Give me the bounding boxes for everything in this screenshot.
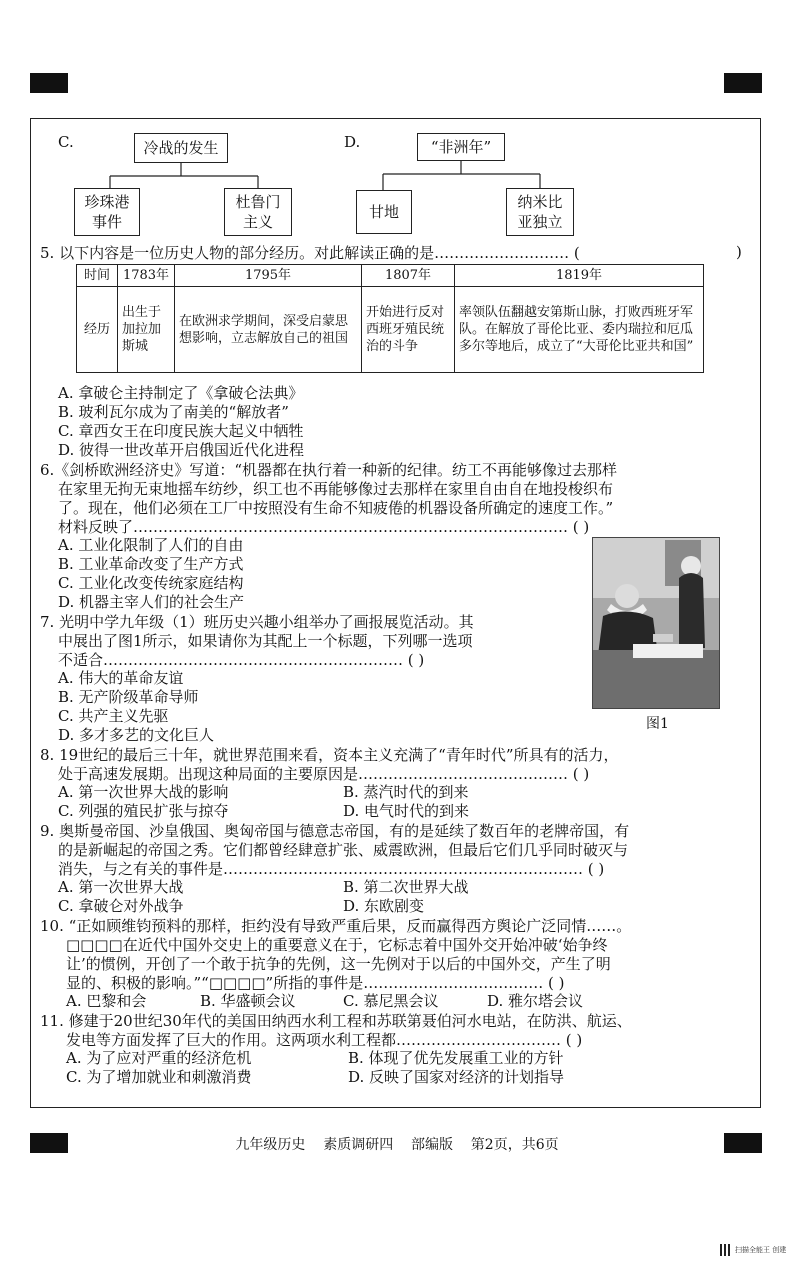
option-d-left-box: 甘地 [356, 190, 412, 234]
table-cell: 在欧洲求学期间，深受启蒙思想影响，立志解放自己的祖国 [175, 287, 362, 373]
q11-option-c: C. 为了增加就业和刺激消费 [66, 1068, 252, 1086]
q6-line-3: 了。现在，他们必须在工厂中按照没有生命不知疲倦的机器设备所确定的速度工作。” [58, 499, 614, 517]
q7-option-a: A. 伟大的革命友谊 [58, 669, 184, 687]
q6-line-2: 在家里无拘无束地摇车纺纱，织工也不再能够像过去那样在家里自由自在地投梭织布 [58, 480, 614, 498]
table-header-cell: 1807年 [362, 265, 455, 287]
q9-option-c: C. 拿破仑对外战争 [58, 897, 184, 915]
q6-option-a: A. 工业化限制了人们的自由 [58, 536, 244, 554]
q7-line-2: 中展出了图1所示，如果请你为其配上一个标题，下列哪一选项 [58, 632, 473, 650]
q7-line-1: 7. 光明中学九年级（1）班历史兴趣小组举办了画报展览活动。其 [40, 613, 474, 631]
q10-option-b: B. 华盛顿会议 [200, 992, 296, 1010]
q10-line-1: 10. “正如顾维钧预料的那样，拒约没有导致严重后果，反而赢得西方舆论广泛同情……。 [40, 917, 632, 935]
table-row-label: 经历 [77, 287, 118, 373]
table-cell: 出生于加拉加斯城 [118, 287, 175, 373]
option-d-top-box: “非洲年” [417, 133, 505, 161]
q11-option-d: D. 反映了国家对经济的计划指导 [348, 1068, 565, 1086]
q10-line-3: 让’的惯例，开创了一个敢于抗争的先例，这一先例对于以后的中国外交，产生了明 [66, 955, 611, 973]
q11-line-1: 11. 修建于20世纪30年代的美国田纳西水利工程和苏联第聂伯河水电站，在防洪、航运、 [40, 1012, 632, 1030]
option-c-left-box: 珍珠港 事件 [74, 188, 140, 236]
qr-code-icon [720, 1244, 732, 1256]
q9-option-a: A. 第一次世界大战 [58, 878, 184, 896]
q5-option-a: A. 拿破仑主持制定了《拿破仑法典》 [58, 384, 304, 402]
figure-1-illustration [593, 538, 719, 708]
table-header-cell: 时间 [77, 265, 118, 287]
q7-line-3: 不适合…………………………………………………… ( ) [58, 651, 425, 669]
page-footer: 九年级历史 素质调研四 部编版 第2页，共6页 [235, 1137, 559, 1153]
q10-option-c: C. 慕尼黑会议 [343, 992, 439, 1010]
q11-line-2: 发电等方面发挥了巨大的作用。这两项水利工程都…………………………… ( ) [66, 1031, 583, 1049]
table-cell: 开始进行反对西班牙殖民统治的斗争 [362, 287, 455, 373]
q11-option-a: A. 为了应对严重的经济危机 [66, 1049, 252, 1067]
table-cell: 率领队伍翻越安第斯山脉，打败西班牙军队。在解放了哥伦比亚、委内瑞拉和厄瓜多尔等地后，成立了“大哥伦比亚共和国” [455, 287, 704, 373]
q5-option-b: B. 玻利瓦尔成为了南美的“解放者” [58, 403, 289, 421]
q8-option-c: C. 列强的殖民扩张与掠夺 [58, 802, 229, 820]
q9-option-d: D. 东欧剧变 [343, 897, 425, 915]
q7-option-b: B. 无产阶级革命导师 [58, 688, 199, 706]
q8-option-a: A. 第一次世界大战的影响 [58, 783, 229, 801]
table-row [77, 287, 704, 373]
q6-option-c: C. 工业化改变传统家庭结构 [58, 574, 244, 592]
figure-1-caption: 图1 [646, 716, 669, 732]
q9-option-b: B. 第二次世界大战 [343, 878, 469, 896]
q9-line-1: 9. 奥斯曼帝国、沙皇俄国、奥匈帝国与德意志帝国，有的是延续了数百年的老牌帝国，有 [40, 822, 630, 840]
q8-option-b: B. 蒸汽时代的到来 [343, 783, 469, 801]
option-c-top-box: 冷战的发生 [134, 133, 228, 163]
q6-option-b: B. 工业革命改变了生产方式 [58, 555, 244, 573]
q5-option-d: D. 彼得一世改革开启俄国近代化进程 [58, 441, 305, 459]
figure-1-photo [592, 537, 720, 709]
q6-option-d: D. 机器主宰人们的社会生产 [58, 593, 245, 611]
q6-line-4: 材料反映了…………………………………………………………………………… ( ) [58, 518, 590, 536]
option-c-label: C. [58, 133, 74, 151]
scanner-watermark: 扫描全能王 创建 [735, 1246, 787, 1254]
table-header-cell: 1783年 [118, 265, 175, 287]
q10-line-4: 显的、积极的影响。”“□□□□”所指的事件是……………………………… ( ) [66, 974, 565, 992]
q5-option-c: C. 章西女王在印度民族大起义中牺牲 [58, 422, 304, 440]
q7-option-c: C. 共产主义先驱 [58, 707, 169, 725]
q10-line-2: □□□□在近代中国外交史上的重要意义在于，它标志着中国外交开始冲破‘始争终 [66, 936, 608, 954]
table-header-cell: 1795年 [175, 265, 362, 287]
q5-table [76, 264, 704, 373]
q5-paren-close: ) [736, 243, 742, 261]
table-header-cell: 1819年 [455, 265, 704, 287]
q5-stem: 5. 以下内容是一位历史人物的部分经历。对此解读正确的是……………………… ( [40, 244, 580, 262]
q10-option-d: D. 雅尔塔会议 [487, 992, 584, 1010]
q8-option-d: D. 电气时代的到来 [343, 802, 470, 820]
q8-line-1: 8. 19世纪的最后三十年，就世界范围来看，资本主义充满了“青年时代”所具有的活力， [40, 746, 619, 764]
q8-line-2: 处于高速发展期。出现这种局面的主要原因是…………………………………… ( ) [58, 765, 590, 783]
q10-option-a: A. 巴黎和会 [66, 992, 147, 1010]
option-d-right-box: 纳米比 亚独立 [506, 188, 574, 236]
option-d-label: D. [344, 133, 361, 151]
q11-option-b: B. 体现了优先发展重工业的方针 [348, 1049, 564, 1067]
q9-line-2: 的是新崛起的帝国之秀。它们都曾经肆意扩张、威震欧洲，但最后它们几乎同时破灭与 [58, 841, 629, 859]
q9-line-3: 消失，与之有关的事件是……………………………………………………………… ( ) [58, 860, 605, 878]
table-row [77, 265, 704, 287]
q6-line-1: 6.《剑桥欧洲经济史》写道：“机器都在执行着一种新的纪律。纺工不再能够像过去那样 [40, 461, 617, 479]
option-c-right-box: 杜鲁门 主义 [224, 188, 292, 236]
q7-option-d: D. 多才多艺的文化巨人 [58, 726, 215, 744]
